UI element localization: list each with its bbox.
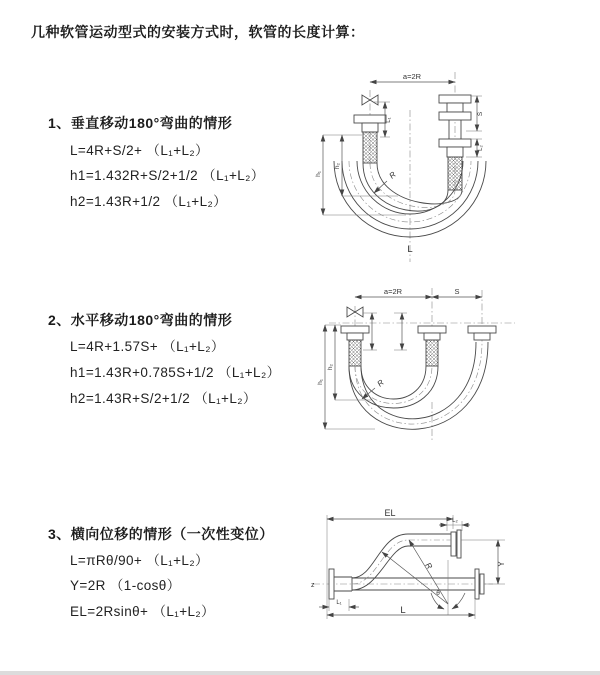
diagram-lateral-displacement (305, 503, 597, 652)
radius-label: R (423, 560, 435, 571)
section-2-heading: 2、水平移动180°弯曲的情形 (48, 312, 233, 328)
dim-label-h2: h₂ (334, 162, 341, 170)
section-2-formula-h2: h2=1.43R+S/2+1/2 （L₁+L₂） (70, 391, 257, 406)
radius-callout (362, 378, 386, 399)
radius-callout (374, 170, 398, 193)
section-2-formula-h1: h1=1.43R+0.785S+1/2 （L₁+L₂） (70, 365, 281, 380)
dimension-width (355, 287, 432, 297)
section-1-formula-h2: h2=1.43R+1/2 （L₁+L₂） (70, 194, 228, 209)
diagram-vertical-180-bend (310, 66, 592, 268)
dim-label-l1: L₁ (386, 117, 392, 123)
right-pipe-fitting (468, 326, 496, 340)
dim-label-h1: h₁ (315, 171, 322, 177)
upper-flange (451, 530, 461, 558)
left-pipe-fitting (341, 326, 369, 366)
dim-label-y: Y (497, 561, 506, 567)
dim-label-l: L (400, 605, 406, 616)
middle-pipe-fitting (418, 326, 446, 366)
angle-label: θ (436, 590, 440, 597)
dim-label-s: S (477, 111, 484, 117)
dim-label-h1: h₁ (317, 379, 324, 385)
dim-label-a2r: a=2R (383, 287, 403, 296)
hose-arcs (349, 342, 488, 429)
section-3-formula-Y: Y=2R （1-cosθ） (70, 578, 181, 593)
section-2-formula-L: L=4R+1.57S+ （L₁+L₂） (70, 339, 225, 354)
dimension-l2 (439, 518, 470, 531)
dimension-l1 (319, 599, 359, 611)
page-bottom-edge (0, 671, 600, 675)
radius-label: R (387, 169, 398, 181)
dim-label-l2: L₂ (478, 145, 484, 151)
dimension-el (327, 508, 453, 619)
dim-label-h2: h₂ (327, 363, 334, 371)
section-3-heading: 3、横向位移的情形（一次性变位） (48, 526, 274, 542)
break-mark: z (311, 582, 315, 589)
centerline (311, 582, 493, 589)
dim-label-s: S (454, 287, 460, 296)
radius-label: R (375, 377, 386, 389)
dim-label-el: EL (384, 508, 396, 518)
section-1-formula-h1: h1=1.432R+S/2+1/2 （L₁+L₂） (70, 168, 265, 183)
dimension-stroke (432, 287, 482, 297)
left-pipe-fitting (354, 115, 386, 163)
diagram-horizontal-180-bend (315, 282, 597, 464)
section-3-formula-EL: EL=2Rsinθ+ （L₁+L₂） (70, 604, 215, 619)
length-label: L (407, 244, 413, 255)
dimension-h1 (317, 325, 375, 429)
dim-label-l2: L₂ (452, 518, 458, 524)
section-3-formula-L: L=πRθ/90+ （L₁+L₂） (70, 553, 209, 568)
right-pipe-fitting (439, 95, 471, 190)
section-1-formula-L: L=4R+S/2+ （L₁+L₂） (70, 143, 209, 158)
dimension-width (370, 72, 455, 82)
hose-s-curve (352, 534, 451, 590)
dim-label-a2r: a=2R (402, 72, 422, 81)
dim-label-l1: L₁ (336, 600, 342, 606)
section-1-heading: 1、垂直移动180°弯曲的情形 (48, 115, 233, 131)
small-dims (363, 313, 407, 350)
hose-arcs (334, 161, 486, 237)
page-title: 几种软管运动型式的安装方式时，软管的长度计算： (31, 24, 365, 40)
